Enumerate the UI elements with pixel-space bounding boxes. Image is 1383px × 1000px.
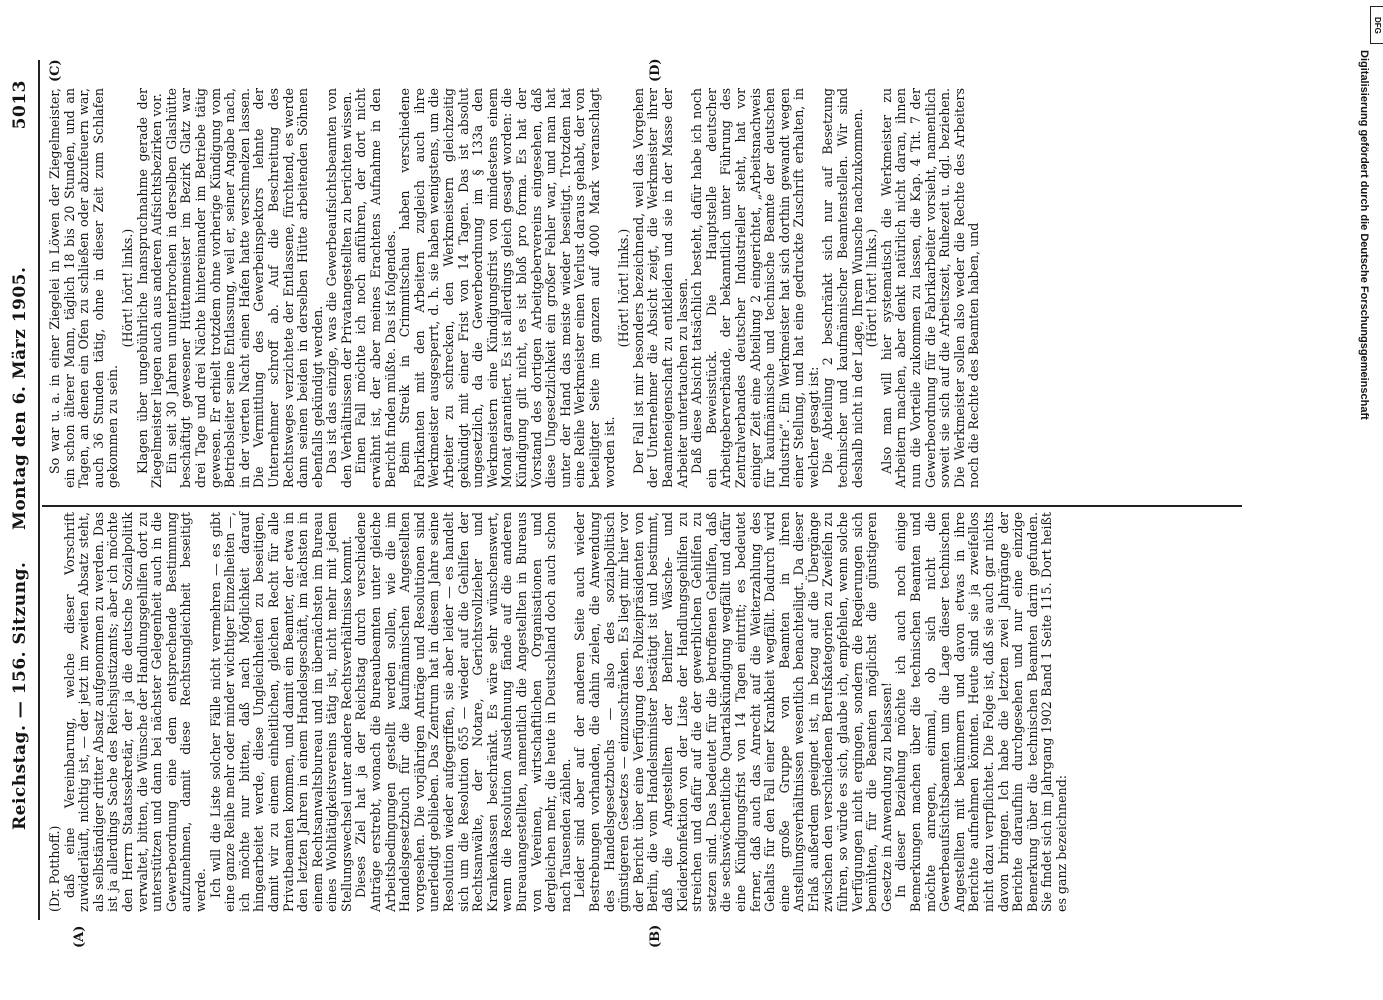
quoted-paragraph: So war u. a. in einer Ziegelei in Löwen der Ziegelmeister, ein schon älterer Mann, täglich 18 bis 20 Stunden, und an Tagen, an denen ein Ofen zu schließen oder abzufeuern war, auch 36 Stunden tätig, ohne in dieser Zeit zum Schlafen gekommen zu sein. — [47, 88, 121, 488]
header-session: Reichstag. — 156. Sitzung. — [10, 561, 30, 830]
margin-marker-b: (B) — [648, 924, 663, 948]
header-rule — [38, 60, 40, 920]
paragraph: Daß diese Absicht tatsächlich besteht, dafür habe ich noch ein Beweisstück. Die Hauptstelle deutscher Arbeitgeberverbände, der bekanntlich unter Führung des Zentralverbandes deutscher Industrieller steht, hat vor einiger Zeit eine Abteilung 2 eingerichtet, „Arbeitsnachweis für kaufmännische und technische Beamte der deutschen Industrie“. Ein Werkmeister hat sich dorthin gewandt wegen einer Stellung, und hat eine gedruckte Zuschrift erhalten, in welcher gesagt ist: — [689, 88, 821, 488]
paragraph: In dieser Beziehung möchte ich auch noch einige Bemerkungen machen über die technischen Beamten und möchte anregen, einmal, ob sich nicht die Gewerbeaufsichtsbeamten um die Lage dieser technischen Angestellten mit bekümmern und davon etwas in ihre Berichte aufnehmen könnten. Heute sind sie ja zweifellos nicht dazu verpflichtet. Die Folge ist, daß sie auch gar nichts davon bringen. Ich habe die letzten zwei Jahrgänge der Berichte daraufhin durchgesehen und nur eine einzige Bemerkung über die technischen Beamten darin gefunden. Sie findet sich im Jahrgang 1902 Band 1 Seite 115. Dort heißt es ganz bezeichnend: — [893, 512, 1069, 912]
funding-note-text: Digitalisierung gefördert durch die Deutsche Forschungsgemeinschaft — [1358, 50, 1370, 420]
paragraph: Einen Fall möchte ich noch anführen, der dort nicht erwähnt ist, der aber meines Erachtens Aufnahme in den Bericht finden müßte. Das ist folgendes. — [353, 88, 398, 488]
quoted-paragraph: Klagen über ungebührliche Inanspruchnahme gerade der Ziegelmeister liegen auch aus anderen Aufsichtsbezirken vor. — [134, 88, 165, 488]
paragraph: Beim Streik in Crimmitschau haben verschiedene Fabrikanten mit den Arbeitern zugleich auch ihre Werkmeister ausgesperrt, d. h. sie haben wenigstens, um die Arbeiter zu schrecken, den Werkmeistern gleichzeitig gekündigt mit einer Frist von 14 Tagen. Das ist absolut ungesetzlich, da die Gewerbeordnung im § 133a den Werkmeistern eine Kündigungsfrist von mindestens einem Monat garantiert. Es ist allerdings gleich gesagt worden: die Kündigung gilt nicht, es ist bloß pro forma. Es hat der Vorstand des dortigen Arbeitgebervereins eingesehen, daß diese Ungesetzlichkeit ein großer Fehler war, und man hat unter der Hand das meiste wieder beseitigt. Trotzdem hat eine Reihe Werkmeister einen Verlust daraus gehabt, der von beteiligter Seite im ganzen auf 4000 Mark veranschlagt worden ist. — [397, 88, 617, 488]
quoted-paragraph: Ein seit 30 Jahren ununterbrochen in derselben Glashütte beschäftigt gewesener Hüttenmeister im Bezirk Glatz war drei Tage und drei Nächte hintereinander im Betriebe tätig gewesen. Er erhielt trotzdem ohne vorherige Kündigung vom Betriebsleiter seine Entlassung, weil er, seiner Angabe nach, in der vierten Nacht einen Hafen hatte verschmelzen lassen. Die Vermittlung des Gewerbeinspektors lehnte der Unternehmer schroff ab. Auf die Beschreitung des Rechtsweges verzichtete der Entlassene, fürchtend, es werde dann seinen beiden in derselben Hütte arbeitenden Söhnen ebenfalls gekündigt werden. — [163, 88, 325, 488]
interjection: (Hört! hört! links.) — [119, 228, 135, 348]
paragraph: Leider sind aber auf der anderen Seite auch wieder Bestrebungen vorhanden, die dahin zielen, die Anwendung des Handelsgesetzbuchs — also des sozialpolitisch günstigeren Gesetzes — einzuschränken. Es liegt mir hier vor der Bericht über eine Verfügung des Polizeipräsidenten von Berlin, die vom Handelsminister bestätigt ist und bestimmt, daß die Angestellten der Berliner Wäsche- und Kleiderkonfektion von der Liste der Handlungsgehilfen zu streichen und dafür auf die der gewerblichen Gehilfen zu setzen sind. Das bedeutet für die betroffenen Gehilfen, daß die sechswöchentliche Quartalskündigung wegfällt und dafür eine Kündigungsfrist von 14 Tagen eintritt; es bedeutet ferner, daß auch das Anrecht auf die Weiterzahlung des Gehalts für den Fall einer Krankheit wegfällt. Dadurch wird eine große Gruppe von Beamten in ihren Anstellungsverhältnissen wesentlich benachteiligt. Da dieser Erlaß außerdem geeignet ist, in bezug auf die Übergänge zwischen den verschiedenen Berufskategorien zu Zweifeln zu führen, so würde es sich, glaube ich, empfehlen, wenn solche Verfügungen nicht ergingen, sondern die Regierungen sich bemühten, für die Beamten möglichst die günstigeren Gesetze in Anwendung zu belassen! — [572, 512, 894, 912]
margin-marker-d: (D) — [648, 58, 663, 82]
dfg-logo: DFG — [1370, 6, 1383, 44]
column-left — [48, 512, 1070, 912]
paragraph: Das ist das einzige, was die Gewerbeaufsichtsbeamten von den Verhältnissen der Privatangestellten zu berichten wissen. — [324, 88, 354, 488]
column-right — [48, 88, 982, 488]
rotated-page — [8, 50, 1278, 950]
margin-marker-c: (C) — [48, 59, 63, 82]
paragraph: Ich will die Liste solcher Fälle nicht vermehren — es gibt eine ganze Reihe mehr oder minder wichtiger Einzelheiten —, ich möchte nur bitten, daß nach Möglichkeit darauf hingearbeitet werde, diese Ungleichheiten zu beseitigen, damit wir zu einem einheitlichen, gleichen Recht für alle Privatbeamten kommen, und damit ein Beamter, der etwa in den letzten Jahren in einem Handelsgeschäft, im nächsten in einem Rechtsanwaltsbureau und im übernächsten im Bureau eines Wohltätigkeitsvereins tätig ist, nicht mehr mit jedem Stellungswechsel unter andere Rechtsverhältnisse kommt. — [207, 512, 354, 912]
paragraph: Also man will hier systematisch die Werkmeister zu Arbeitern machen, aber denkt natürlich nicht daran, ihnen nun die Vorteile zukommen zu lassen, die Kap. 4 Tit. 7 der Gewerbeordnung für die Fabrikarbeiter vorsieht, namentlich soweit sie sich auf die Arbeitszeit, Ruhezeit u. dgl. beziehen. Die Werkmeister sollen also weder die Rechte des Arbeiters noch die Rechte des Beamten haben, und — [878, 88, 982, 488]
paragraph: Der Fall ist mir besonders bezeichnend, weil das Vorgehen der Unternehmer die Absicht zeigt, die Werkmeister ihrer Beamteneigenschaft zu entkleiden und sie in der Masse der Arbeiter untertauchen zu lassen. — [630, 88, 690, 488]
funding-note — [1352, 50, 1370, 950]
interjection: (Hört! hört! links.) — [616, 228, 632, 348]
header-date: Montag den 6. März 1905. — [10, 266, 30, 530]
header-page-number: 5013 — [10, 80, 30, 130]
paragraph: Dieses Ziel hat ja der Reichstag durch verschiedene Anträge erstrebt, wonach die Bureaubeamten unter gleiche Arbeitsbedingungen gestellt werden sollen, wie die im Handelsgesetzbuch für die kaufmännischen Angestellten vorgesehen. Die vorjährigen Anträge und Resolutionen sind unerledigt geblieben. Das Zentrum hat in diesem Jahre seine Resolution wieder aufgegriffen, sie aber leider — es handelt sich um die Resolution 655 — wieder auf die Gehilfen der Rechtsanwälte, der Notare, Gerichtsvollzieher und Krankenkassen beschränkt. Es wäre sehr wünschenswert, wenn die Resolution Ausdehnung fände auf die anderen Bureauangestellten, namentlich die Angestellten in Bureaus von Vereinen, wirtschaftlichen Organisationen und dergleichen mehr, die heute in Deutschland doch auch schon nach Tausenden zählen. — [353, 512, 573, 912]
speaker-label: (Dr. Potthoff.) — [47, 825, 62, 912]
page-header — [8, 50, 34, 950]
margin-marker-a: (A) — [72, 925, 87, 948]
interjection: (Hört! hört! links.) — [864, 228, 880, 348]
column-divider — [42, 505, 1242, 507]
quoted-paragraph: Die Abteilung 2 beschränkt sich nur auf Besetzung technischer und kaufmännischer Beamtenstellen. Wir sind deshalb nicht in der Lage, Ihrem Wunsche nachzukommen. — [820, 88, 865, 488]
paragraph: daß eine Vereinbarung, welche dieser Vorschrift zuwiderläuft, nichtig ist, — der jetzt im zweiten Absatz steht, als selbständiger dritter Absatz aufgenommen zu werden. Das ist ja allerdings Sache des Reichsjustizamts; aber ich möchte den Herrn Staatssekretär, der ja die deutsche Sozialpolitik verwaltet, bitten, die Wünsche der Handlungsgehilfen dort zu unterstützen und dann bei nächster Gelegenheit auch in die Gewerbeordnung eine dem entsprechende Bestimmung aufzunehmen, damit diese Rechtsungleichheit beseitigt werde. — [61, 512, 208, 912]
